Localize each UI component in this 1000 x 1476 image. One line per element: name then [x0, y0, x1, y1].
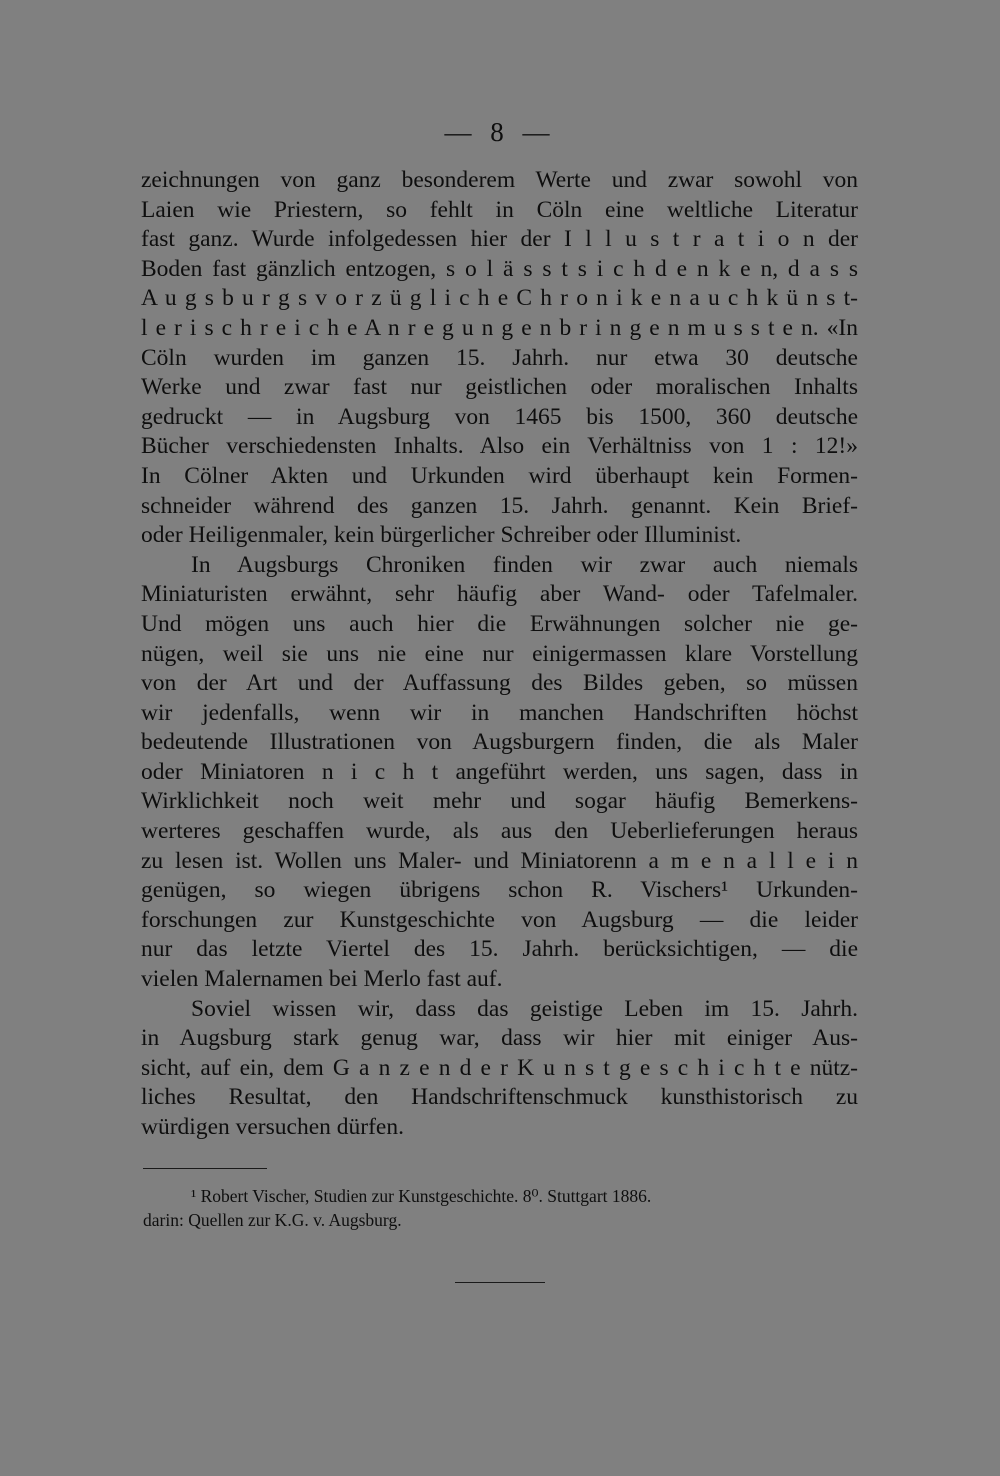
text-line: gedruckt — in Augsburg von 1465 bis 1500, 360 deutsche	[141, 403, 858, 430]
text-line: von der Art und der Auffassung des Bildes geben, so müssen	[141, 670, 858, 697]
paragraph-1	[141, 166, 858, 551]
text-line: Werke und zwar fast nur geistlichen oder moralischen Inhalts	[141, 374, 858, 401]
text-line: Miniaturisten erwähnt, sehr häufig aber Wand- oder Tafelmaler.	[141, 581, 858, 608]
text-line: Laien wie Priestern, so fehlt in Cöln eine weltliche Literatur	[141, 196, 858, 223]
page-number: — 8 —	[444, 117, 556, 147]
body-text	[141, 166, 858, 1143]
text-line: In Cölner Akten und Urkunden wird überhaupt kein Formen-	[141, 462, 858, 489]
text-line: sicht, auf ein, dem G a n z e n d e r K u n s t g e s c h i c h t e nütz-	[141, 1054, 858, 1081]
footnote-line: ¹ Robert Vischer, Studien zur Kunstgeschichte. 8⁰. Stuttgart 1886.	[191, 1186, 652, 1206]
text-line: A u g s b u r g s v o r z ü g l i c h e C h r o n i k e n a u c h k ü n s t-	[141, 285, 858, 312]
text-line: Bücher verschiedensten Inhalts. Also ein Verhältniss von 1 : 12!»	[141, 433, 858, 460]
text-line: oder Miniatoren n i c h t angeführt werden, uns sagen, dass in	[141, 758, 858, 785]
text-line: würdigen versuchen dürfen.	[141, 1114, 404, 1140]
text-line: oder Heiligenmaler, kein bürgerlicher Schreiber oder Illuminist.	[141, 522, 742, 549]
text-line: Und mögen uns auch hier die Erwähnungen solcher nie ge-	[141, 610, 858, 637]
text-line: in Augsburg stark genug war, dass wir hier mit einiger Aus-	[141, 1025, 858, 1052]
text-line: schneider während des ganzen 15. Jahrh. genannt. Kein Brief-	[141, 492, 858, 519]
text-line: zeichnungen von ganz besonderem Werte und zwar sowohl von	[141, 167, 858, 193]
text-line: werteres geschaffen wurde, als aus den Ueberlieferungen heraus	[141, 818, 858, 845]
text-line: forschungen zur Kunstgeschichte von Augsburg — die leider	[141, 906, 858, 933]
footnote-divider	[143, 1168, 267, 1169]
text-line: wir jedenfalls, wenn wir in manchen Handschriften höchst	[141, 699, 858, 726]
paragraph-2	[141, 551, 858, 995]
text-line: vielen Malernamen bei Merlo fast auf.	[141, 966, 503, 993]
text-line: nügen, weil sie uns nie eine nur einigermassen klare Vorstellung	[141, 640, 858, 667]
text-line: bedeutende Illustrationen von Augsburgern finden, die als Maler	[141, 729, 858, 756]
text-line: l e r i s c h r e i c h e A n r e g u n g e n b r i n g e n m u s s t e n. «In	[141, 314, 858, 341]
text-line: nur das letzte Viertel des 15. Jahrh. berücksichtigen, — die	[141, 936, 858, 963]
text-line: zu lesen ist. Wollen uns Maler- und Miniatorenn a m e n a l l e i n	[141, 847, 858, 874]
text-line: Boden fast gänzlich entzogen, s o l ä s s t s i c h d e n k e n, d a s s	[141, 255, 858, 282]
text-line: Cöln wurden im ganzen 15. Jahrh. nur etwa 30 deutsche	[141, 344, 858, 371]
text-line: Wirklichkeit noch weit mehr und sogar häufig Bemerkens-	[141, 788, 858, 815]
text-line: liches Resultat, den Handschriftenschmuck kunsthistorisch zu	[141, 1084, 858, 1111]
text-line: Soviel wissen wir, dass das geistige Leben im 15. Jahrh.	[191, 995, 858, 1022]
end-divider	[455, 1282, 545, 1283]
text-line: fast ganz. Wurde infolgedessen hier der I l l u s t r a t i o n der	[141, 226, 858, 253]
paragraph-3	[141, 995, 858, 1143]
text-line: In Augsburgs Chroniken finden wir zwar auch niemals	[191, 551, 858, 578]
footnote-line: darin: Quellen zur K.G. v. Augsburg.	[143, 1210, 402, 1230]
footnote	[143, 1184, 858, 1232]
text-line: genügen, so wiegen übrigens schon R. Vischers¹ Urkunden-	[141, 877, 858, 904]
